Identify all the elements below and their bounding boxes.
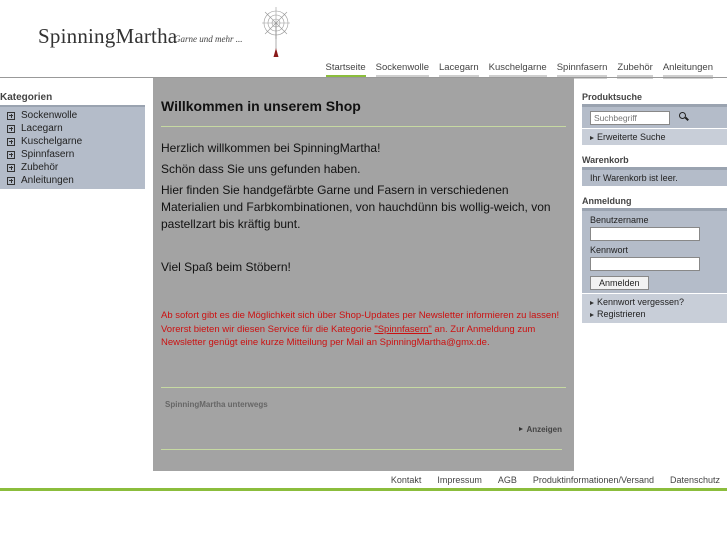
expand-plus-icon[interactable]	[7, 138, 15, 146]
notice-text-after: an. Zur Anmeldung zum Newsletter genügt eine kurze Mitteilung per Mail an SpinningMartha@gmx.de.	[161, 323, 536, 348]
category-item-spinnfasern[interactable]	[7, 148, 145, 161]
notice-text-before: Ab sofort gibt es die Möglichkeit sich über Shop-Updates per Newsletter informieren zu lassen! Vorerst bieten wir diesen Service für die Kategorie	[161, 310, 560, 335]
page-title: Willkommen in unserem Shop	[161, 98, 566, 127]
search-input[interactable]	[590, 111, 670, 125]
nav-zubehoer[interactable]: Zubehör	[617, 63, 652, 79]
category-label[interactable]: Lacegarn	[21, 123, 63, 134]
spinnfasern-link[interactable]: "Spinnfasern"	[374, 323, 432, 335]
nav-spinnfasern[interactable]: Spinnfasern	[557, 63, 608, 79]
nav-startseite[interactable]: Startseite	[326, 63, 366, 79]
username-field[interactable]	[590, 227, 700, 241]
spider-web-icon	[258, 5, 294, 59]
forgot-password-label[interactable]: Kennwort vergessen?	[597, 297, 685, 307]
category-item-lacegarn[interactable]	[7, 122, 145, 135]
footer-produktinformationen[interactable]: Produktinformationen/Versand	[532, 475, 654, 485]
welcome-text-2: Schön dass Sie uns gefunden haben.	[161, 162, 361, 176]
welcome-text: Herzlich willkommen bei SpinningMartha!	[161, 141, 381, 155]
register-label[interactable]: Registrieren	[597, 309, 646, 319]
category-label[interactable]: Sockenwolle	[21, 110, 78, 121]
categories-title: Kategorien	[0, 92, 145, 108]
footer-impressum[interactable]: Impressum	[437, 475, 482, 485]
nav-kuschelgarne[interactable]: Kuschelgarne	[489, 63, 547, 79]
category-item-sockenwolle[interactable]	[7, 109, 145, 122]
arrow-right-icon	[590, 136, 594, 140]
register-link[interactable]	[590, 308, 719, 320]
footer-datenschutz[interactable]: Datenschutz	[669, 475, 720, 485]
unterwegs-heading: SpinningMartha unterwegs	[165, 399, 268, 409]
cart-box	[582, 155, 727, 186]
footer-links	[391, 475, 720, 485]
category-label[interactable]: Zubehör	[21, 162, 59, 173]
category-item-anleitungen[interactable]	[7, 174, 145, 187]
category-label[interactable]: Spinnfasern	[21, 149, 75, 160]
login-title: Anmeldung	[582, 196, 727, 211]
anzeigen-row	[161, 425, 562, 450]
expand-plus-icon[interactable]	[7, 151, 15, 159]
search-icon[interactable]	[678, 112, 690, 124]
arrow-right-icon	[590, 313, 594, 317]
search-panel	[582, 107, 727, 128]
categories-list	[0, 107, 145, 189]
expand-plus-icon[interactable]	[7, 112, 15, 120]
shop-description: Hier finden Sie handgefärbte Garne und Fasern in verschiedenen Materialien und Farbkombinationen, von hauchdünn bis wollig-weich, von pastellzart bis kräftig bunt.	[161, 183, 551, 231]
advanced-search-link[interactable]	[590, 131, 719, 143]
arrow-right-icon	[519, 427, 523, 431]
expand-plus-icon[interactable]	[7, 164, 15, 172]
category-item-kuschelgarne[interactable]	[7, 135, 145, 148]
enjoy-text: Viel Spaß beim Stöbern!	[161, 260, 291, 274]
advanced-search-row	[582, 128, 727, 145]
cart-status: Ihr Warenkorb ist leer.	[582, 170, 727, 186]
site-logo[interactable]: SpinningMartha	[38, 24, 178, 48]
category-item-zubehoer[interactable]	[7, 161, 145, 174]
expand-plus-icon[interactable]	[7, 125, 15, 133]
newsletter-notice	[161, 309, 566, 388]
password-field[interactable]	[590, 257, 700, 271]
search-title: Produktsuche	[582, 92, 727, 107]
nav-sockenwolle[interactable]: Sockenwolle	[376, 63, 429, 79]
search-box	[582, 92, 727, 145]
login-links	[582, 293, 727, 323]
login-button[interactable]: Anmelden	[590, 276, 649, 290]
anzeigen-label[interactable]: Anzeigen	[526, 424, 562, 434]
footer-agb[interactable]: AGB	[497, 475, 517, 485]
username-label: Benutzername	[590, 215, 649, 225]
nav-anleitungen[interactable]: Anleitungen	[663, 63, 713, 79]
footer-kontakt[interactable]: Kontakt	[390, 475, 422, 485]
forgot-password-link[interactable]	[590, 296, 719, 308]
expand-plus-icon[interactable]	[7, 177, 15, 185]
nav-lacegarn[interactable]: Lacegarn	[439, 63, 479, 79]
category-label[interactable]: Kuschelgarne	[21, 136, 83, 147]
cart-title: Warenkorb	[582, 155, 727, 170]
password-label: Kennwort	[590, 245, 629, 255]
arrow-right-icon	[590, 301, 594, 305]
main-content	[153, 78, 574, 471]
anzeigen-link[interactable]	[519, 425, 562, 434]
login-panel	[582, 211, 727, 293]
category-label[interactable]: Anleitungen	[21, 175, 74, 186]
advanced-search-label[interactable]: Erweiterte Suche	[597, 132, 666, 142]
site-tagline: Garne und mehr ...	[174, 34, 243, 44]
footer-divider	[0, 488, 727, 491]
login-box	[582, 196, 727, 323]
